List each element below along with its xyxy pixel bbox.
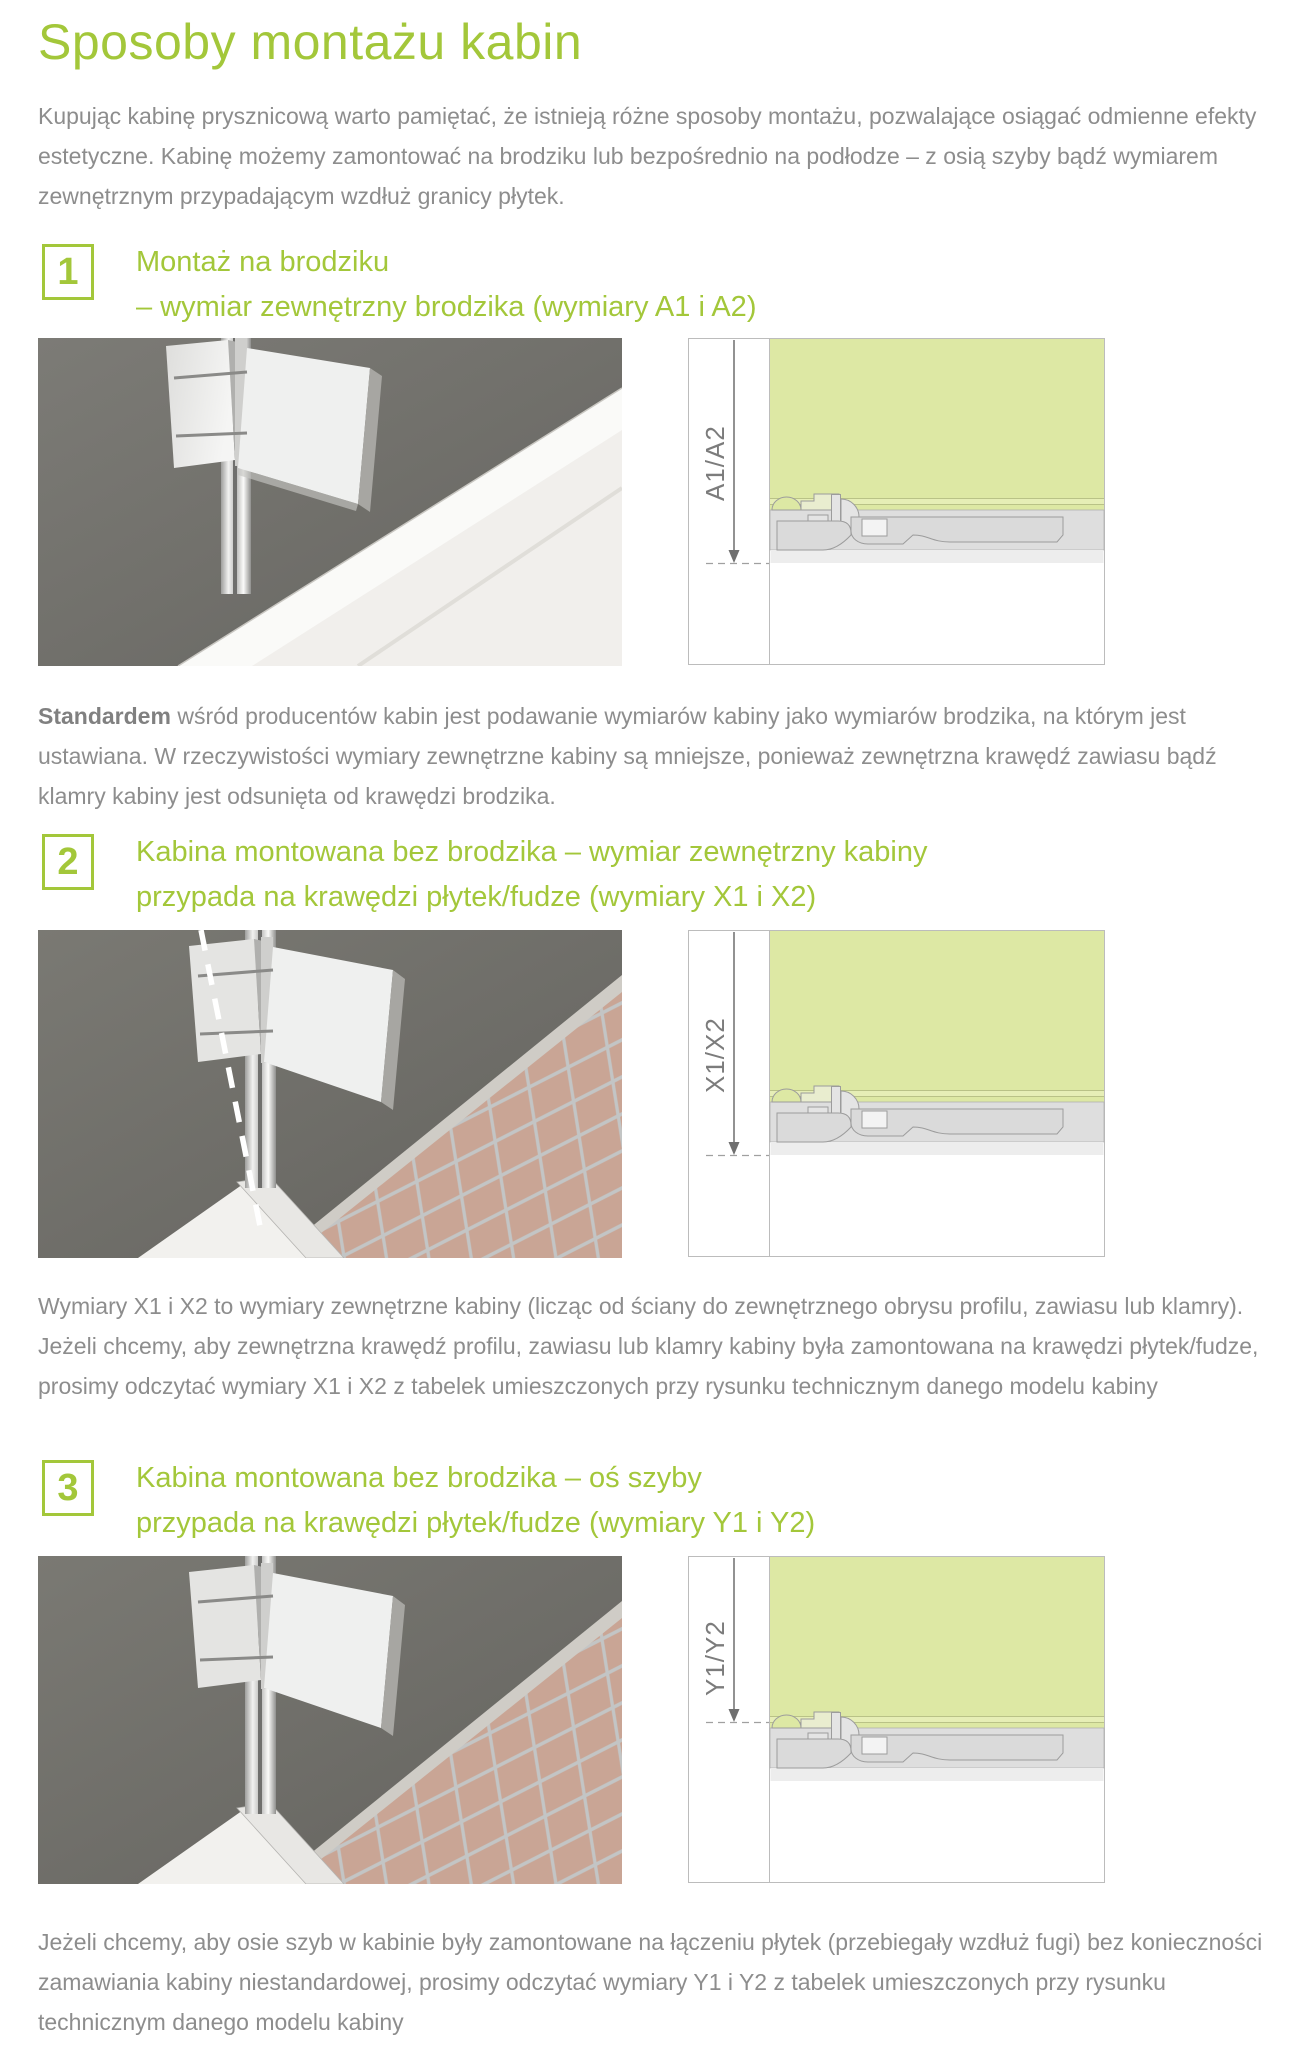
photo-hinge-on-shower-tray: [38, 338, 622, 666]
diagram-glass-axis-dimension: [688, 1556, 1105, 1883]
photo-hinge-on-tiles: [38, 1556, 622, 1884]
diagram-outer-cabin-dimension: [688, 930, 1105, 1257]
section-3-heading: [136, 1456, 815, 1546]
drain-notch: [862, 1737, 887, 1754]
page-title: Sposoby montażu kabin: [38, 14, 583, 70]
lead-word: Standardem: [38, 703, 171, 729]
heading-line-1: Kabina montowana bez brodzika – oś szyby: [136, 1462, 702, 1494]
section-1-header: [38, 240, 1264, 330]
cross-section-diagram: [688, 338, 1105, 665]
heading-line-2: przypada na krawędzi płytek/fudze (wymiary Y1 i Y2): [136, 1507, 816, 1539]
cross-section-diagram: [688, 1556, 1105, 1883]
glass-panel: [770, 339, 1104, 498]
dimension-label: A1/A2: [700, 425, 730, 501]
intro-paragraph: Kupując kabinę prysznicową warto pamiętać, że istnieją różne sposoby montażu, pozwalające osiągać odmienne efekty estetyczne. Kabinę możemy zamontować na brodziku lub bezpośrednio na podłodze – z osią szyby bądź wymiarem zewnętrznym przypadającym wzdłuż granicy płytek.: [38, 103, 1257, 209]
heading-line-1: Montaż na brodziku: [136, 246, 390, 278]
hinge-left-plate: [166, 340, 235, 468]
section-3-media-row: [38, 1556, 1264, 1884]
paragraph-text: wśród producentów kabin jest podawanie wymiarów kabiny jako wymiarów brodzika, na którym jest ustawiana. W rzeczywistości wymiary zewnętrzne kabiny są mniejsze, ponieważ zewnętrzna krawędź zawiasu bądź klamry kabiny jest odsunięta od krawędzi brodzika.: [38, 703, 1217, 809]
heading-line-2: przypada na krawędzi płytek/fudze (wymiary X1 i X2): [136, 881, 817, 913]
glass-panel: [770, 931, 1104, 1090]
section-3: [38, 1456, 1264, 2042]
section-3-header: [38, 1456, 1264, 1546]
dimension-label: Y1/Y2: [700, 1620, 730, 1696]
section-1: [38, 240, 1264, 816]
diagram-outer-tray-dimension: [688, 338, 1105, 665]
dimension-label: X1/X2: [700, 1017, 730, 1093]
catalog-page: [0, 14, 1302, 2042]
glass-panel: [770, 1557, 1104, 1716]
subfloor-layer: [771, 1768, 1104, 1781]
section-2-number-badge: [42, 834, 94, 890]
section-3-number-badge: [42, 1460, 94, 1516]
drain-notch: [862, 519, 887, 536]
heading-line-2: – wymiar zewnętrzny brodzika (wymiary A1 i A2): [136, 291, 757, 323]
drain-notch: [862, 1111, 887, 1128]
subfloor-layer: [771, 1142, 1104, 1155]
render-hinge-tiles: [38, 930, 622, 1258]
section-3-paragraph: Jeżeli chcemy, aby osie szyb w kabinie były zamontowane na łączeniu płytek (przebiegały wzdłuż fugi) bez konieczności zamawiania kabiny niestandardowej, prosimy odczytać wymiary Y1 i Y2 z tabelek umieszczonych przy rysunku technicznym danego modelu kabiny: [38, 1929, 1263, 2035]
section-1-paragraph: [38, 696, 1264, 816]
section-number: 1: [57, 250, 79, 293]
render-hinge-tiles: [38, 1556, 622, 1884]
section-2-paragraph: Wymiary X1 i X2 to wymiary zewnętrzne kabiny (licząc od ściany do zewnętrznego obrysu profilu, zawiasu lub klamry). Jeżeli chcemy, aby zewnętrzna krawędź profilu, zawiasu lub klamry kabiny była zamontowana na krawędzi płytek/fudze, prosimy odczytać wymiary X1 i X2 z tabelek umieszczonych przy rysunku technicznym danego modelu kabiny: [38, 1293, 1259, 1399]
cross-section-diagram: [688, 930, 1105, 1257]
hinge-left-plate: [189, 1565, 261, 1688]
section-2-media-row: [38, 930, 1264, 1258]
section-1-number-badge: [42, 244, 94, 300]
render-hinge-tray: [38, 338, 622, 666]
subfloor-layer: [771, 550, 1104, 563]
section-1-heading: [136, 240, 756, 330]
section-2-header: [38, 830, 1264, 920]
section-number: 2: [57, 840, 79, 883]
section-number: 3: [57, 1466, 79, 1509]
section-2: [38, 830, 1264, 1446]
section-1-media-row: [38, 338, 1264, 666]
section-2-heading: [136, 830, 927, 920]
heading-line-1: Kabina montowana bez brodzika – wymiar zewnętrzny kabiny: [136, 836, 928, 868]
photo-hinge-on-tiles-dashed-axis: [38, 930, 622, 1258]
